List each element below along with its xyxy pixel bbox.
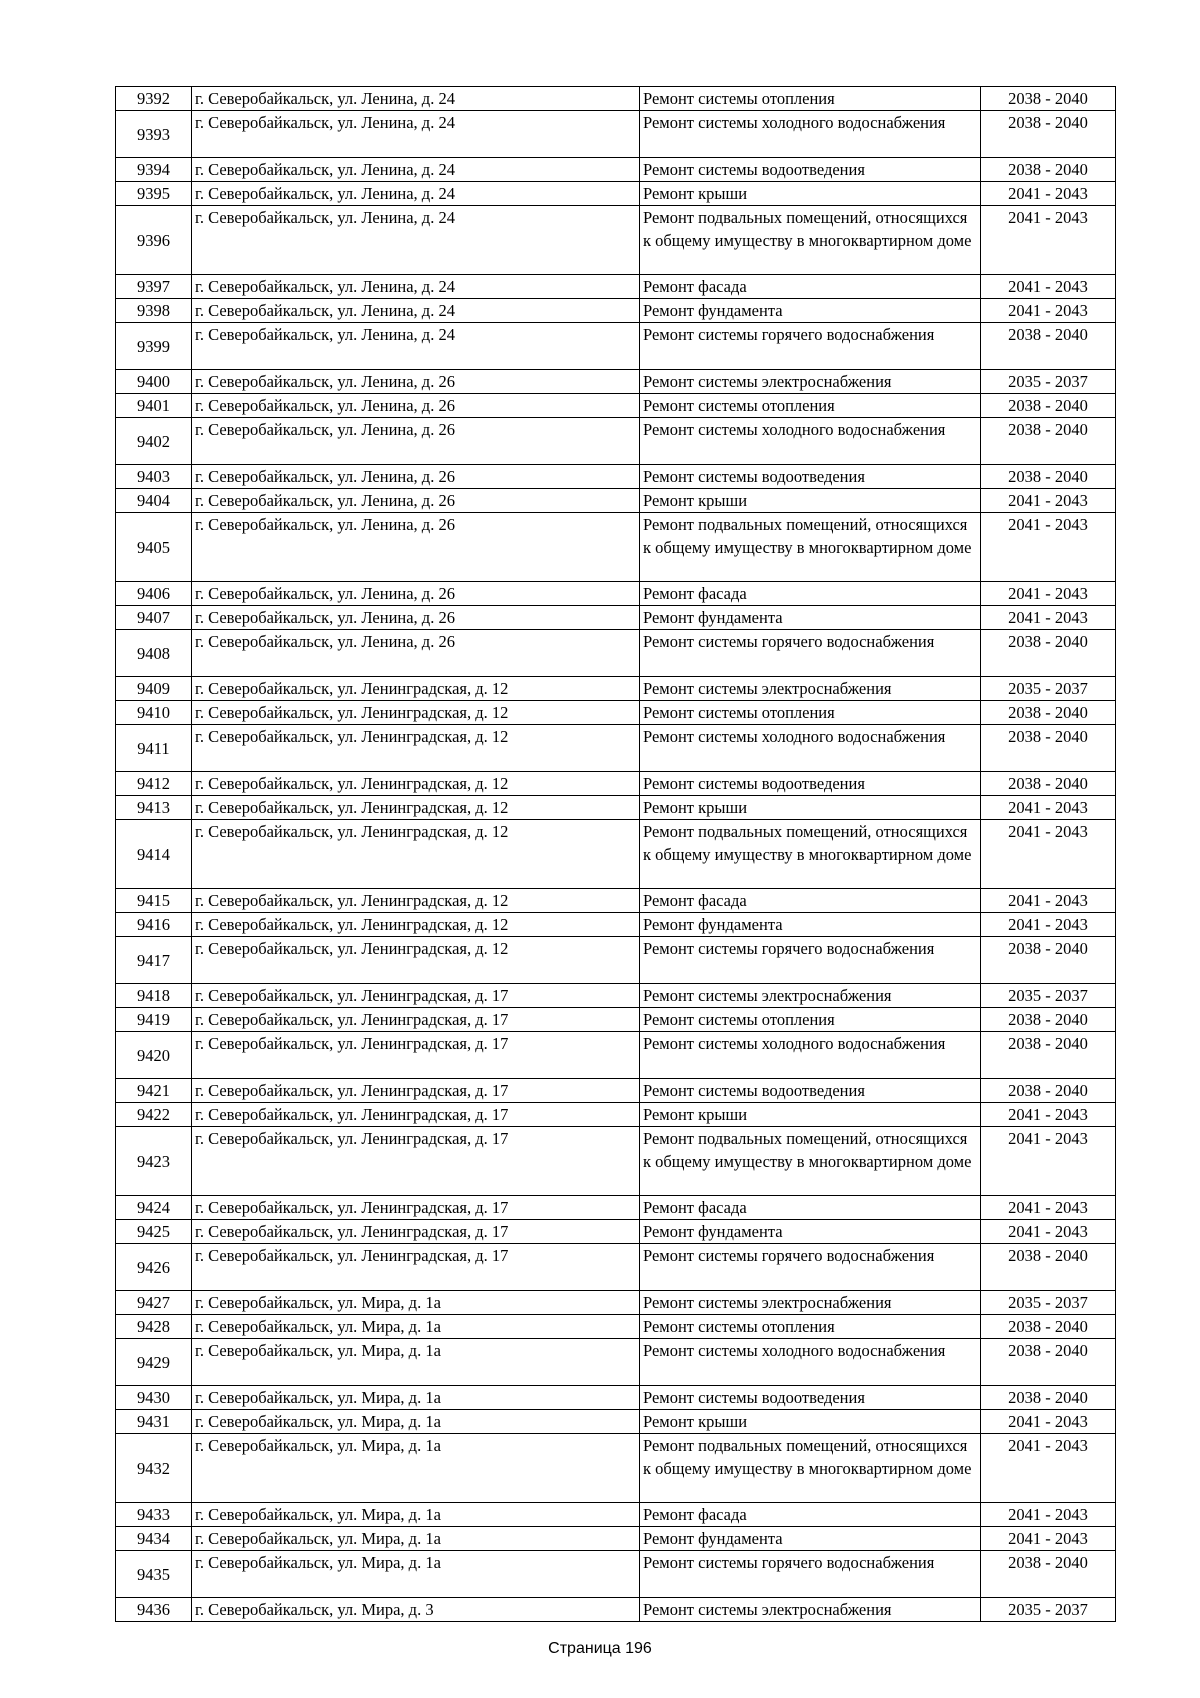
work-type-cell: Ремонт системы электроснабжения	[640, 984, 981, 1008]
address-cell: г. Северобайкальск, ул. Ленина, д. 24	[192, 323, 640, 370]
address-cell: г. Северобайкальск, ул. Ленинградская, д. 17	[192, 1196, 640, 1220]
work-type-cell: Ремонт крыши	[640, 1103, 981, 1127]
row-number: 9421	[116, 1079, 192, 1103]
row-number: 9408	[116, 630, 192, 677]
period-cell: 2041 - 2043	[981, 820, 1116, 889]
address-cell: г. Северобайкальск, ул. Ленинградская, д. 12	[192, 937, 640, 984]
row-number: 9434	[116, 1527, 192, 1551]
work-type-cell: Ремонт системы горячего водоснабжения	[640, 1244, 981, 1291]
row-number: 9407	[116, 606, 192, 630]
period-cell: 2038 - 2040	[981, 1339, 1116, 1386]
row-number: 9436	[116, 1598, 192, 1622]
address-cell: г. Северобайкальск, ул. Мира, д. 1а	[192, 1551, 640, 1598]
work-type-cell: Ремонт системы водоотведения	[640, 1079, 981, 1103]
period-cell: 2035 - 2037	[981, 984, 1116, 1008]
address-cell: г. Северобайкальск, ул. Ленинградская, д. 17	[192, 984, 640, 1008]
period-cell: 2038 - 2040	[981, 772, 1116, 796]
table-row	[116, 1196, 1116, 1220]
period-cell: 2041 - 2043	[981, 275, 1116, 299]
row-number: 9418	[116, 984, 192, 1008]
row-number: 9429	[116, 1339, 192, 1386]
table-row	[116, 1339, 1116, 1386]
table-row	[116, 1410, 1116, 1434]
table-row	[116, 582, 1116, 606]
work-type-cell: Ремонт системы холодного водоснабжения	[640, 418, 981, 465]
work-type-cell: Ремонт подвальных помещений, относящихся к общему имуществу в многоквартирном доме	[640, 513, 981, 582]
work-type-cell: Ремонт системы отопления	[640, 1315, 981, 1339]
address-cell: г. Северобайкальск, ул. Ленина, д. 26	[192, 513, 640, 582]
table-row	[116, 489, 1116, 513]
address-cell: г. Северобайкальск, ул. Ленинградская, д. 12	[192, 889, 640, 913]
row-number: 9399	[116, 323, 192, 370]
work-type-cell: Ремонт системы горячего водоснабжения	[640, 1551, 981, 1598]
work-type-cell: Ремонт системы холодного водоснабжения	[640, 111, 981, 158]
work-type-cell: Ремонт системы электроснабжения	[640, 370, 981, 394]
work-type-cell: Ремонт системы холодного водоснабжения	[640, 1339, 981, 1386]
period-cell: 2038 - 2040	[981, 937, 1116, 984]
period-cell: 2041 - 2043	[981, 1127, 1116, 1196]
address-cell: г. Северобайкальск, ул. Ленина, д. 24	[192, 158, 640, 182]
period-cell: 2041 - 2043	[981, 1220, 1116, 1244]
period-cell: 2041 - 2043	[981, 889, 1116, 913]
table-row	[116, 182, 1116, 206]
table-row	[116, 889, 1116, 913]
address-cell: г. Северобайкальск, ул. Мира, д. 1а	[192, 1291, 640, 1315]
address-cell: г. Северобайкальск, ул. Ленина, д. 24	[192, 87, 640, 111]
address-cell: г. Северобайкальск, ул. Мира, д. 1а	[192, 1339, 640, 1386]
period-cell: 2038 - 2040	[981, 1386, 1116, 1410]
address-cell: г. Северобайкальск, ул. Ленинградская, д. 12	[192, 796, 640, 820]
row-number: 9420	[116, 1032, 192, 1079]
table-row	[116, 1103, 1116, 1127]
row-number: 9423	[116, 1127, 192, 1196]
table-row	[116, 1220, 1116, 1244]
address-cell: г. Северобайкальск, ул. Ленинградская, д. 12	[192, 677, 640, 701]
period-cell: 2035 - 2037	[981, 370, 1116, 394]
address-cell: г. Северобайкальск, ул. Ленинградская, д. 17	[192, 1127, 640, 1196]
table-row	[116, 937, 1116, 984]
work-type-cell: Ремонт системы отопления	[640, 701, 981, 725]
table-row	[116, 1291, 1116, 1315]
address-cell: г. Северобайкальск, ул. Ленина, д. 26	[192, 370, 640, 394]
table-row	[116, 1079, 1116, 1103]
period-cell: 2041 - 2043	[981, 913, 1116, 937]
address-cell: г. Северобайкальск, ул. Ленина, д. 26	[192, 630, 640, 677]
row-number: 9411	[116, 725, 192, 772]
address-cell: г. Северобайкальск, ул. Мира, д. 1а	[192, 1410, 640, 1434]
period-cell: 2038 - 2040	[981, 394, 1116, 418]
period-cell: 2041 - 2043	[981, 796, 1116, 820]
address-cell: г. Северобайкальск, ул. Ленинградская, д. 12	[192, 913, 640, 937]
address-cell: г. Северобайкальск, ул. Ленинградская, д. 17	[192, 1103, 640, 1127]
row-number: 9422	[116, 1103, 192, 1127]
row-number: 9410	[116, 701, 192, 725]
row-number: 9424	[116, 1196, 192, 1220]
address-cell: г. Северобайкальск, ул. Ленина, д. 24	[192, 275, 640, 299]
period-cell: 2038 - 2040	[981, 323, 1116, 370]
table-row	[116, 206, 1116, 275]
period-cell: 2035 - 2037	[981, 1291, 1116, 1315]
row-number: 9406	[116, 582, 192, 606]
row-number: 9426	[116, 1244, 192, 1291]
row-number: 9393	[116, 111, 192, 158]
period-cell: 2038 - 2040	[981, 87, 1116, 111]
period-cell: 2038 - 2040	[981, 725, 1116, 772]
work-type-cell: Ремонт подвальных помещений, относящихся к общему имуществу в многоквартирном доме	[640, 206, 981, 275]
work-type-cell: Ремонт фундамента	[640, 606, 981, 630]
work-type-cell: Ремонт системы электроснабжения	[640, 1291, 981, 1315]
work-type-cell: Ремонт системы отопления	[640, 394, 981, 418]
table-row	[116, 913, 1116, 937]
work-type-cell: Ремонт фундамента	[640, 1220, 981, 1244]
work-type-cell: Ремонт системы электроснабжения	[640, 1598, 981, 1622]
table-row	[116, 1032, 1116, 1079]
address-cell: г. Северобайкальск, ул. Мира, д. 1а	[192, 1527, 640, 1551]
row-number: 9433	[116, 1503, 192, 1527]
row-number: 9392	[116, 87, 192, 111]
table-row	[116, 772, 1116, 796]
work-type-cell: Ремонт системы водоотведения	[640, 158, 981, 182]
address-cell: г. Северобайкальск, ул. Ленина, д. 26	[192, 394, 640, 418]
address-cell: г. Северобайкальск, ул. Ленина, д. 24	[192, 206, 640, 275]
table-row	[116, 394, 1116, 418]
table-row	[116, 299, 1116, 323]
row-number: 9414	[116, 820, 192, 889]
period-cell: 2041 - 2043	[981, 1196, 1116, 1220]
work-type-cell: Ремонт фасада	[640, 582, 981, 606]
period-cell: 2041 - 2043	[981, 1503, 1116, 1527]
work-type-cell: Ремонт фундамента	[640, 1527, 981, 1551]
address-cell: г. Северобайкальск, ул. Ленина, д. 26	[192, 489, 640, 513]
table-row	[116, 606, 1116, 630]
period-cell: 2038 - 2040	[981, 1551, 1116, 1598]
table-row	[116, 1127, 1116, 1196]
table-row	[116, 1598, 1116, 1622]
table-row	[116, 1551, 1116, 1598]
table-row	[116, 677, 1116, 701]
address-cell: г. Северобайкальск, ул. Ленинградская, д. 12	[192, 701, 640, 725]
work-type-cell: Ремонт системы водоотведения	[640, 465, 981, 489]
address-cell: г. Северобайкальск, ул. Мира, д. 1а	[192, 1434, 640, 1503]
row-number: 9394	[116, 158, 192, 182]
table-row	[116, 701, 1116, 725]
address-cell: г. Северобайкальск, ул. Ленина, д. 26	[192, 418, 640, 465]
table-row	[116, 158, 1116, 182]
table-row	[116, 513, 1116, 582]
row-number: 9400	[116, 370, 192, 394]
row-number: 9404	[116, 489, 192, 513]
address-cell: г. Северобайкальск, ул. Ленинградская, д. 17	[192, 1244, 640, 1291]
work-type-cell: Ремонт системы водоотведения	[640, 1386, 981, 1410]
row-number: 9413	[116, 796, 192, 820]
repair-schedule-table	[115, 86, 1116, 1622]
address-cell: г. Северобайкальск, ул. Ленина, д. 26	[192, 606, 640, 630]
row-number: 9417	[116, 937, 192, 984]
address-cell: г. Северобайкальск, ул. Мира, д. 1а	[192, 1386, 640, 1410]
work-type-cell: Ремонт крыши	[640, 182, 981, 206]
table-body	[116, 87, 1116, 1622]
row-number: 9398	[116, 299, 192, 323]
table-row	[116, 275, 1116, 299]
period-cell: 2038 - 2040	[981, 1008, 1116, 1032]
work-type-cell: Ремонт системы электроснабжения	[640, 677, 981, 701]
work-type-cell: Ремонт фасада	[640, 275, 981, 299]
row-number: 9416	[116, 913, 192, 937]
table-row	[116, 370, 1116, 394]
period-cell: 2038 - 2040	[981, 701, 1116, 725]
table-row	[116, 630, 1116, 677]
row-number: 9425	[116, 1220, 192, 1244]
table-row	[116, 1503, 1116, 1527]
address-cell: г. Северобайкальск, ул. Ленина, д. 24	[192, 182, 640, 206]
period-cell: 2038 - 2040	[981, 465, 1116, 489]
period-cell: 2041 - 2043	[981, 606, 1116, 630]
address-cell: г. Северобайкальск, ул. Мира, д. 1а	[192, 1503, 640, 1527]
work-type-cell: Ремонт фасада	[640, 1503, 981, 1527]
work-type-cell: Ремонт системы горячего водоснабжения	[640, 630, 981, 677]
address-cell: г. Северобайкальск, ул. Мира, д. 1а	[192, 1315, 640, 1339]
period-cell: 2038 - 2040	[981, 158, 1116, 182]
address-cell: г. Северобайкальск, ул. Ленина, д. 26	[192, 582, 640, 606]
table-row	[116, 323, 1116, 370]
address-cell: г. Северобайкальск, ул. Ленинградская, д. 12	[192, 772, 640, 796]
table-row	[116, 984, 1116, 1008]
work-type-cell: Ремонт фундамента	[640, 913, 981, 937]
period-cell: 2038 - 2040	[981, 1032, 1116, 1079]
address-cell: г. Северобайкальск, ул. Ленинградская, д. 17	[192, 1079, 640, 1103]
row-number: 9397	[116, 275, 192, 299]
table-row	[116, 725, 1116, 772]
table-row	[116, 465, 1116, 489]
table-row	[116, 1315, 1116, 1339]
address-cell: г. Северобайкальск, ул. Ленинградская, д. 17	[192, 1008, 640, 1032]
period-cell: 2038 - 2040	[981, 1244, 1116, 1291]
period-cell: 2038 - 2040	[981, 418, 1116, 465]
address-cell: г. Северобайкальск, ул. Ленинградская, д. 17	[192, 1220, 640, 1244]
work-type-cell: Ремонт подвальных помещений, относящихся к общему имуществу в многоквартирном доме	[640, 1434, 981, 1503]
address-cell: г. Северобайкальск, ул. Ленина, д. 24	[192, 111, 640, 158]
row-number: 9403	[116, 465, 192, 489]
table-row	[116, 1434, 1116, 1503]
address-cell: г. Северобайкальск, ул. Мира, д. 3	[192, 1598, 640, 1622]
period-cell: 2038 - 2040	[981, 1315, 1116, 1339]
period-cell: 2041 - 2043	[981, 1434, 1116, 1503]
work-type-cell: Ремонт фундамента	[640, 299, 981, 323]
period-cell: 2041 - 2043	[981, 299, 1116, 323]
work-type-cell: Ремонт подвальных помещений, относящихся к общему имуществу в многоквартирном доме	[640, 820, 981, 889]
row-number: 9412	[116, 772, 192, 796]
page-number: Страница 196	[548, 1640, 652, 1657]
work-type-cell: Ремонт системы горячего водоснабжения	[640, 937, 981, 984]
period-cell: 2041 - 2043	[981, 182, 1116, 206]
period-cell: 2038 - 2040	[981, 1079, 1116, 1103]
row-number: 9431	[116, 1410, 192, 1434]
work-type-cell: Ремонт фасада	[640, 889, 981, 913]
row-number: 9401	[116, 394, 192, 418]
row-number: 9415	[116, 889, 192, 913]
address-cell: г. Северобайкальск, ул. Ленинградская, д. 17	[192, 1032, 640, 1079]
table-row	[116, 1244, 1116, 1291]
row-number: 9430	[116, 1386, 192, 1410]
work-type-cell: Ремонт системы отопления	[640, 1008, 981, 1032]
period-cell: 2041 - 2043	[981, 1103, 1116, 1127]
row-number: 9402	[116, 418, 192, 465]
period-cell: 2041 - 2043	[981, 1410, 1116, 1434]
row-number: 9428	[116, 1315, 192, 1339]
row-number: 9395	[116, 182, 192, 206]
row-number: 9405	[116, 513, 192, 582]
table-row	[116, 1527, 1116, 1551]
work-type-cell: Ремонт крыши	[640, 1410, 981, 1434]
table-row	[116, 1008, 1116, 1032]
period-cell: 2041 - 2043	[981, 513, 1116, 582]
work-type-cell: Ремонт системы холодного водоснабжения	[640, 725, 981, 772]
period-cell: 2041 - 2043	[981, 489, 1116, 513]
work-type-cell: Ремонт фасада	[640, 1196, 981, 1220]
work-type-cell: Ремонт системы водоотведения	[640, 772, 981, 796]
address-cell: г. Северобайкальск, ул. Ленина, д. 24	[192, 299, 640, 323]
work-type-cell: Ремонт системы отопления	[640, 87, 981, 111]
row-number: 9432	[116, 1434, 192, 1503]
table-row	[116, 87, 1116, 111]
work-type-cell: Ремонт системы холодного водоснабжения	[640, 1032, 981, 1079]
row-number: 9419	[116, 1008, 192, 1032]
table-row	[116, 796, 1116, 820]
address-cell: г. Северобайкальск, ул. Ленинградская, д. 12	[192, 725, 640, 772]
period-cell: 2041 - 2043	[981, 206, 1116, 275]
row-number: 9435	[116, 1551, 192, 1598]
row-number: 9427	[116, 1291, 192, 1315]
period-cell: 2041 - 2043	[981, 582, 1116, 606]
table-row	[116, 820, 1116, 889]
period-cell: 2041 - 2043	[981, 1527, 1116, 1551]
work-type-cell: Ремонт крыши	[640, 796, 981, 820]
work-type-cell: Ремонт подвальных помещений, относящихся к общему имуществу в многоквартирном доме	[640, 1127, 981, 1196]
period-cell: 2035 - 2037	[981, 1598, 1116, 1622]
work-type-cell: Ремонт крыши	[640, 489, 981, 513]
table-row	[116, 418, 1116, 465]
address-cell: г. Северобайкальск, ул. Ленина, д. 26	[192, 465, 640, 489]
period-cell: 2035 - 2037	[981, 677, 1116, 701]
row-number: 9396	[116, 206, 192, 275]
period-cell: 2038 - 2040	[981, 111, 1116, 158]
address-cell: г. Северобайкальск, ул. Ленинградская, д. 12	[192, 820, 640, 889]
row-number: 9409	[116, 677, 192, 701]
table-row	[116, 111, 1116, 158]
work-type-cell: Ремонт системы горячего водоснабжения	[640, 323, 981, 370]
period-cell: 2038 - 2040	[981, 630, 1116, 677]
table-row	[116, 1386, 1116, 1410]
